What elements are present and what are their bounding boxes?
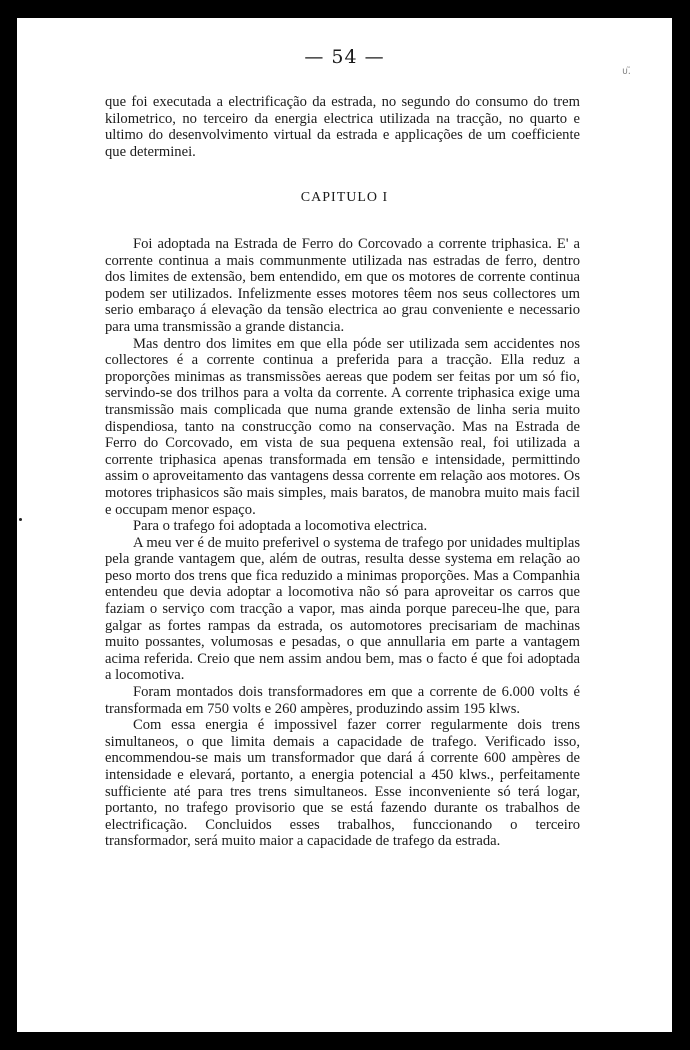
body-paragraph: Para o trafego foi adoptada a locomotiva electrica.	[133, 518, 428, 535]
scanned-page	[17, 18, 672, 1032]
page-number: — 54 —	[304, 46, 385, 68]
body-paragraph: Com essa energia é impossivel fazer correr regularmente dois trens simultaneos, o que limita demais a capacidade de trafego. Verificado isso, encommendou-se mais um transformador que dará á corrente 600 ampères de intensidade e elevará, portanto, a energia potencial a 450 klws., perfeitamente sufficiente até para tres trens simultaneos. Esse inconveniente só terá logar, portanto, no trafego provisorio que se está fazendo durante os trabalhos de electrificação. Concluidos esses trabalhos, funccionando o terceiro transformador, será muito maior a capacidade de trafego da estrada.	[105, 717, 580, 850]
scan-speck	[19, 518, 22, 521]
chapter-body	[105, 236, 580, 850]
intro-paragraph-block	[105, 94, 580, 160]
chapter-heading: CAPITULO I	[300, 190, 389, 205]
intro-paragraph: que foi executada a electrificação da estrada, no segundo do consumo do trem kilometrico, no terceiro da energia electrica utilizada na tracção, no quarto e ultimo do desenvolvimento virtual da estrada e applicações de um coefficiente que determinei.	[105, 94, 580, 160]
body-paragraph: Mas dentro dos limites em que ella póde ser utilizada sem accidentes nos collectores é a corrente continua a preferida para a tracção. Ella reduz a proporções minimas as transmissões aereas que podem ser feitas por um só fio, servindo-se dos trilhos para a volta da corrente. A corrente triphasica exige uma transmissão mais complicada que numa grande extensão de linha seria muito dispendiosa, tanto na construcção como na conservação. Mas na Estrada de Ferro do Corcovado, em vista de sua pequena extensão real, foi utilizada a corrente triphasica apenas transformada em tensão e intensidade, permittindo assim o aproveitamento das vantagens dessa corrente em relação aos motores. Os motores triphasicos são mais simples, mais baratos, de manobra muito mais facil e occupam menor espaço.	[105, 335, 580, 518]
corner-mark: ᴜ.̃	[622, 66, 631, 77]
body-paragraph: Foi adoptada na Estrada de Ferro do Corcovado a corrente triphasica. E' a corrente continua a mais communmente utilizada nas estradas de ferro, dentro dos limites de extensão, bem entendido, em que os motores de corrente continua podem ser utilizados. Infelizmente esses motores têem nos seus collectores um serio embaraço á elevação da tensão electrica ao grau conveniente e necessario para uma transmissão a grande distancia.	[105, 236, 580, 335]
body-paragraph: Foram montados dois transformadores em que a corrente de 6.000 volts é transformada em 750 volts e 260 ampères, produzindo assim 195 klws.	[105, 684, 580, 717]
body-paragraph: A meu ver é de muito preferivel o systema de trafego por unidades multiplas pela grande vantagem que, além de outras, resulta desse systema em relação ao peso morto dos trens que fica reduzido a minimas proporções. Mas a Companhia entendeu que devia adoptar a locomotiva não só para aproveitar os carros que faziam o serviço com tracção a vapor, mas ainda porque pareceu-lhe que, para galgar as fortes rampas da estrada, os automotores precisariam de machinas muito possantes, volumosas e pesadas, o que annullaria em parte a vantagem acima referida. Creio que nem assim andou bem, mas o facto é que foi adoptada a locomotiva.	[105, 534, 581, 684]
